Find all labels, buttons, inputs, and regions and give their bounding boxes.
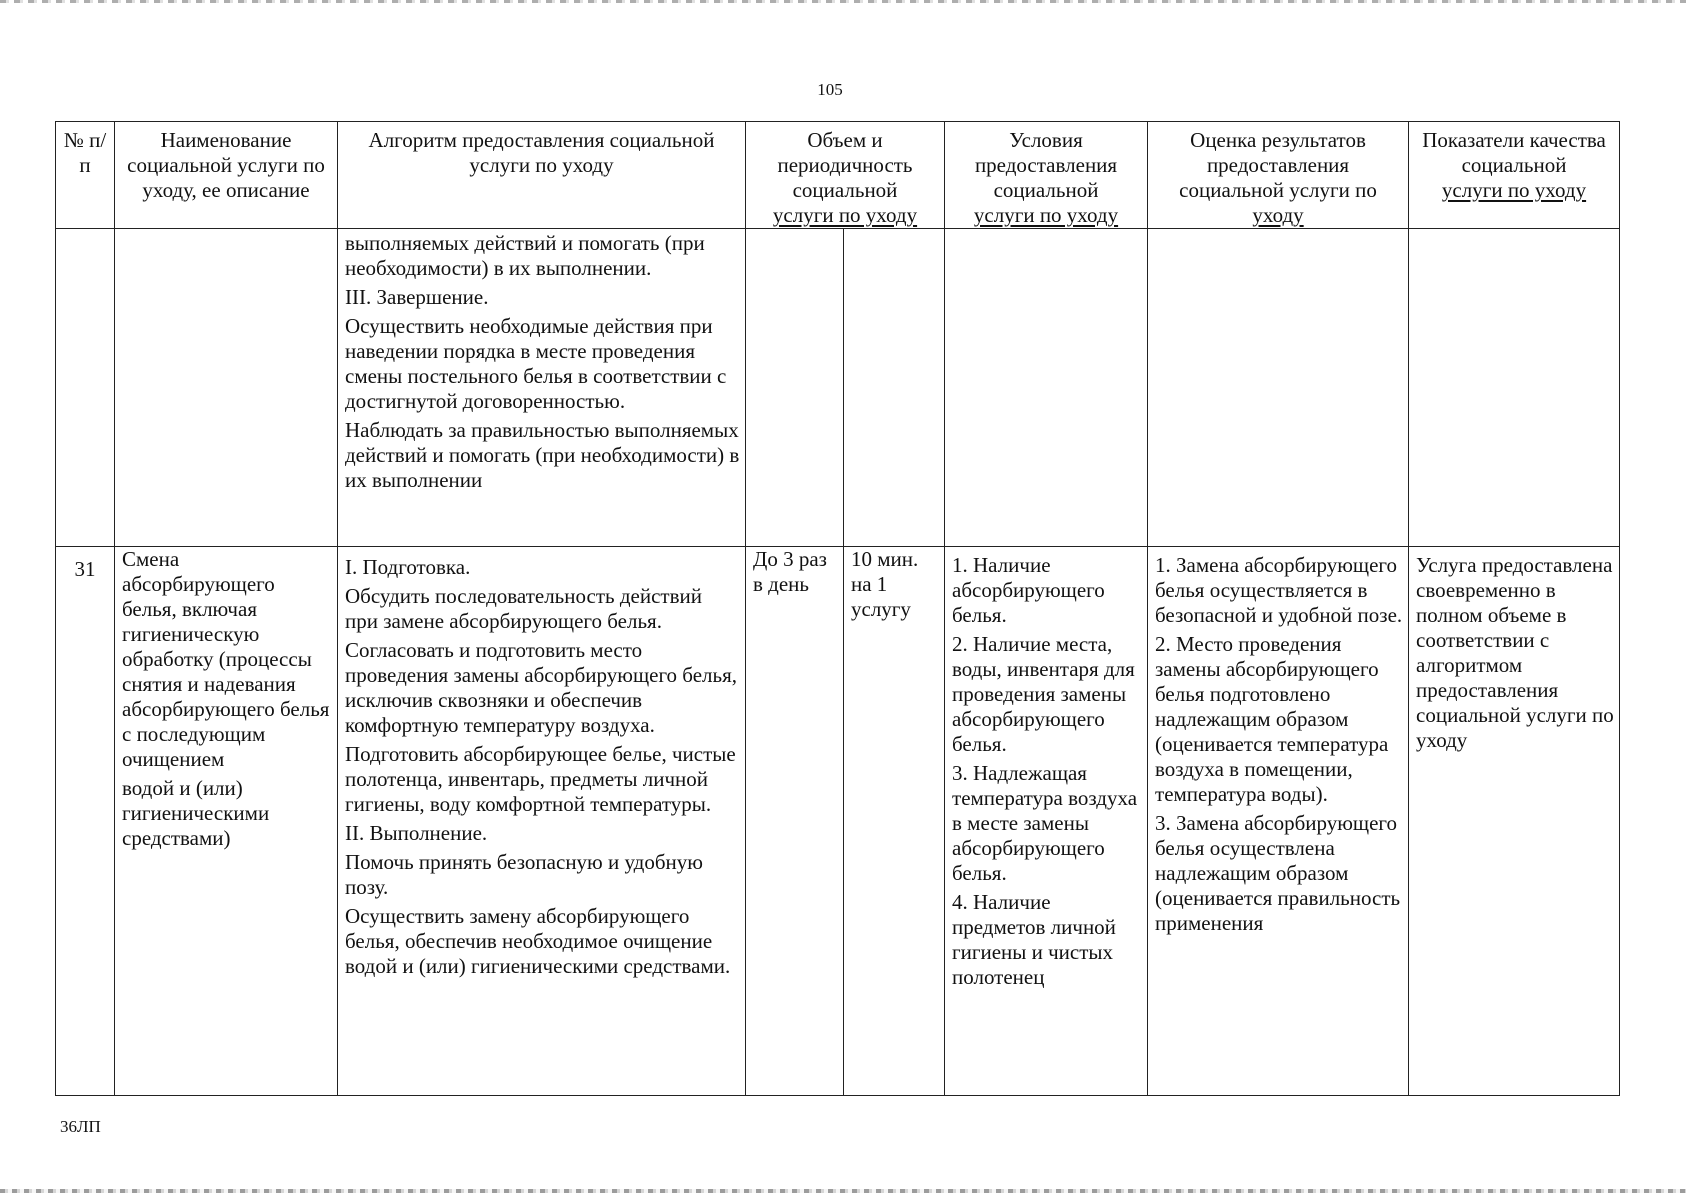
header-quality — [1409, 122, 1620, 229]
algorithm-paragraph: Помочь принять безопасную и удобную позу. — [345, 850, 703, 899]
cell-empty — [1409, 229, 1620, 547]
cell-conditions — [945, 547, 1148, 1096]
algorithm-paragraph: III. Завершение. — [345, 285, 489, 309]
header-evaluation — [1148, 122, 1409, 229]
cell-row-number: 31 — [56, 547, 115, 1096]
header-conditions-text-2: услуги по уходу — [973, 203, 1119, 227]
cell-empty — [115, 229, 338, 547]
scan-edge-top — [0, 0, 1686, 3]
cell-periodicity: 10 мин. на 1 услугу — [844, 547, 945, 1096]
cell-quality: Услуга предоставлена своевременно в полном объеме в соответствии с алгоритмом предоставления социальной услуги по уходу — [1409, 547, 1620, 1096]
algorithm-paragraph: Осуществить замену абсорбирующего белья, обеспечив необходимое очищение водой и (или) гигиеническими средствами. — [345, 904, 731, 978]
evaluation-item: 1. Замена абсорбирующего белья осуществляется в безопасной и удобной позе. — [1155, 553, 1403, 627]
table-row-continuation — [56, 229, 1620, 547]
header-volume-text-2: услуги по уходу — [772, 203, 918, 227]
cell-empty — [844, 229, 945, 547]
header-quality-text-2: услуги по уходу — [1441, 178, 1587, 202]
algorithm-paragraph: Осуществить необходимые действия при наведении порядка в месте проведения смены постельного белья в соответствии с достигнутой договоренностью. — [345, 314, 727, 413]
algorithm-paragraph: I. Подготовка. — [345, 555, 471, 579]
header-quality-text: Показатели качества социальной — [1422, 128, 1606, 177]
cell-empty — [746, 229, 844, 547]
algorithm-paragraph: выполняемых действий и помогать (при необходимости) в их выполнении. — [345, 231, 705, 280]
header-evaluation-text: Оценка результатов предоставления социальной услуги по — [1179, 128, 1377, 202]
condition-item: 3. Надлежащая температура воздуха в месте замены абсорбирующего белья. — [952, 761, 1138, 885]
header-evaluation-text-2: уходу — [1252, 203, 1304, 227]
algorithm-paragraph: Подготовить абсорбирующее белье, чистые полотенца, инвентарь, предметы личной гигиены, воду комфортной температуры. — [345, 742, 736, 816]
algorithm-paragraph: Согласовать и подготовить место проведения замены абсорбирующего белья, исключив сквозняки и обеспечив комфортную температуру воздуха. — [345, 638, 737, 737]
condition-item: 2. Наличие места, воды, инвентаря для проведения замены абсорбирующего белья. — [952, 632, 1135, 756]
services-table — [55, 121, 1620, 1096]
evaluation-item: 2. Место проведения замены абсорбирующего белья подготовлено надлежащим образом (оценивается температура воздуха в помещении, температура воды). — [1155, 632, 1389, 806]
cell-volume: До 3 раз в день — [746, 547, 844, 1096]
cell-empty — [1148, 229, 1409, 547]
algorithm-paragraph: Наблюдать за правильностью выполняемых действий и помогать (при необходимости) в их выполнении — [345, 418, 740, 492]
header-volume-text: Объем и периодичность социальной — [777, 128, 913, 202]
table-row-31 — [56, 547, 1620, 1096]
header-conditions — [945, 122, 1148, 229]
algorithm-paragraph: II. Выполнение. — [345, 821, 488, 845]
header-algorithm: Алгоритм предоставления социальной услуги по уходу — [338, 122, 746, 229]
service-name-text: Смена абсорбирующего белья, включая гигиеническую обработку (процессы снятия и надевания абсорбирующего белья с последующим очищением — [122, 547, 330, 771]
header-conditions-text: Условия предоставления социальной — [974, 128, 1118, 202]
cell-service-name — [115, 547, 338, 1096]
cell-algorithm-continuation — [338, 229, 746, 547]
service-name-text-2: водой и (или) гигиеническими средствами) — [122, 776, 270, 850]
header-name: Наименование социальной услуги по уходу, ее описание — [115, 122, 338, 229]
cell-algorithm — [338, 547, 746, 1096]
algorithm-paragraph: Обсудить последовательность действий при замене абсорбирующего белья. — [345, 584, 702, 633]
header-num: № п/п — [56, 122, 115, 229]
condition-item: 1. Наличие абсорбирующего белья. — [952, 553, 1105, 627]
cell-empty — [56, 229, 115, 547]
cell-evaluation — [1148, 547, 1409, 1096]
table-header-row — [56, 122, 1620, 229]
header-volume — [746, 122, 945, 229]
cell-empty — [945, 229, 1148, 547]
scan-edge-bottom — [0, 1189, 1686, 1193]
evaluation-item: 3. Замена абсорбирующего белья осуществлена надлежащим образом (оценивается правильность применения — [1155, 811, 1401, 935]
page-number: 105 — [817, 80, 843, 99]
document-code: 36ЛП — [60, 1117, 101, 1136]
condition-item: 4. Наличие предметов личной гигиены и чистых полотенец — [952, 890, 1116, 989]
